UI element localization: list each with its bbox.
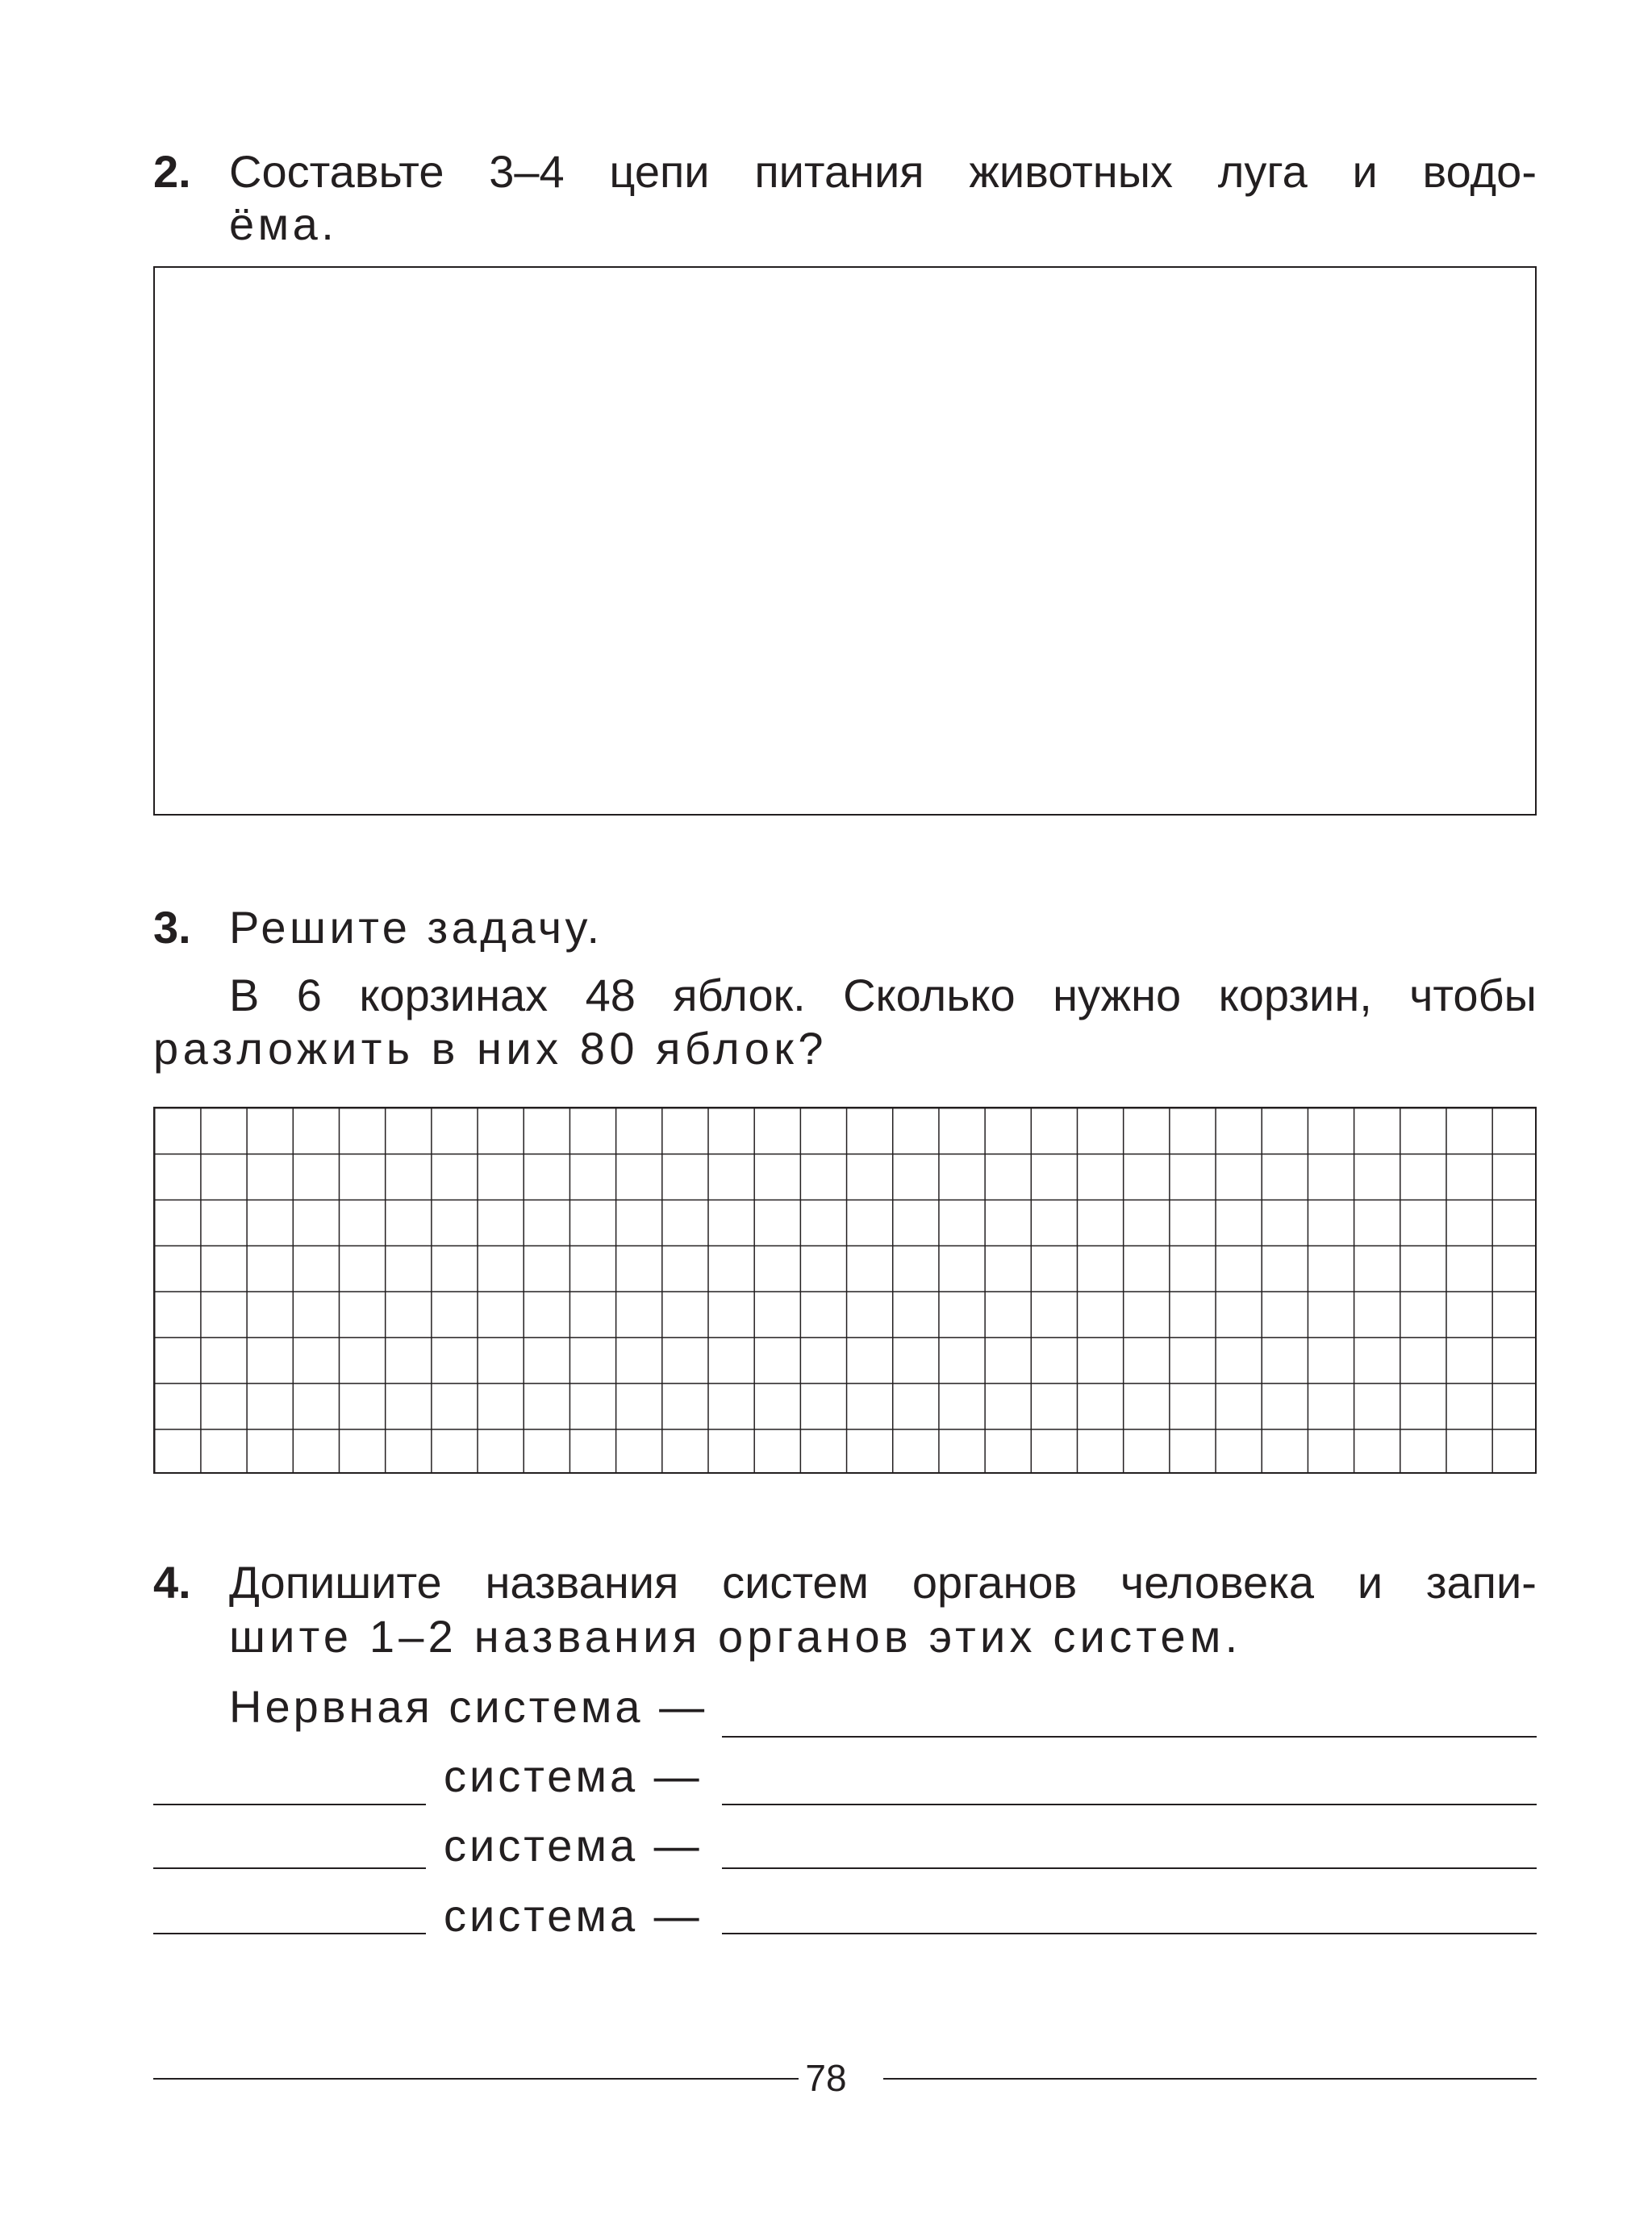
word: нужно xyxy=(1053,970,1182,1020)
word: 6 xyxy=(296,970,322,1020)
word: корзинах xyxy=(359,970,549,1020)
word: питания xyxy=(754,146,924,197)
word: и xyxy=(1352,146,1378,197)
footer-rule-right xyxy=(883,2078,1537,2080)
word: человека xyxy=(1120,1557,1315,1608)
task-4-text-line-1 xyxy=(229,1557,1537,1608)
answer-line-organs-1[interactable] xyxy=(722,1736,1537,1738)
word: Составьте xyxy=(229,146,444,197)
word: водо- xyxy=(1422,146,1537,197)
task-2-text-line-1 xyxy=(229,146,1537,198)
page-number: 78 xyxy=(805,2057,847,2099)
task-3-problem-line-1 xyxy=(229,970,1537,1021)
word: и xyxy=(1357,1557,1383,1608)
task-3-problem-line-2: разложить в них 80 яблок? xyxy=(153,1023,828,1074)
word: органов xyxy=(912,1557,1078,1608)
word: запи- xyxy=(1425,1557,1537,1608)
word: 3–4 xyxy=(489,146,565,197)
task-3-title: Решите задачу. xyxy=(229,902,603,953)
answer-line-system-name-2[interactable] xyxy=(153,1804,426,1805)
word: чтобы xyxy=(1409,970,1537,1020)
task-3-number: 3. xyxy=(153,902,191,953)
word: луга xyxy=(1217,146,1308,197)
task-4-text-line-2: шите 1–2 названия органов этих систем. xyxy=(229,1611,1242,1662)
system-label-4: система — xyxy=(444,1890,703,1941)
answer-line-system-name-4[interactable] xyxy=(153,1933,426,1934)
answer-line-organs-3[interactable] xyxy=(722,1867,1537,1869)
answer-line-organs-4[interactable] xyxy=(722,1933,1537,1934)
word: корзин, xyxy=(1218,970,1372,1020)
word: цепи xyxy=(609,146,710,197)
word: названия xyxy=(485,1557,679,1608)
answer-line-system-name-3[interactable] xyxy=(153,1867,426,1869)
word: систем xyxy=(722,1557,870,1608)
task-3-answer-grid[interactable] xyxy=(153,1107,1537,1474)
answer-line-organs-2[interactable] xyxy=(722,1804,1537,1805)
word: Допишите xyxy=(229,1557,442,1608)
system-label-3: система — xyxy=(444,1820,703,1871)
word: яблок. xyxy=(673,970,806,1020)
task-2-text-line-2: ёма. xyxy=(229,198,338,249)
system-label-2: система — xyxy=(444,1750,703,1801)
word: животных xyxy=(969,146,1173,197)
nervous-system-label: Нервная система — xyxy=(229,1681,708,1732)
word: Сколько xyxy=(843,970,1016,1020)
task-2-number: 2. xyxy=(153,146,191,197)
word: В xyxy=(229,970,260,1020)
task-2-answer-box[interactable] xyxy=(153,266,1537,816)
word: 48 xyxy=(585,970,636,1020)
task-4-number: 4. xyxy=(153,1557,191,1608)
